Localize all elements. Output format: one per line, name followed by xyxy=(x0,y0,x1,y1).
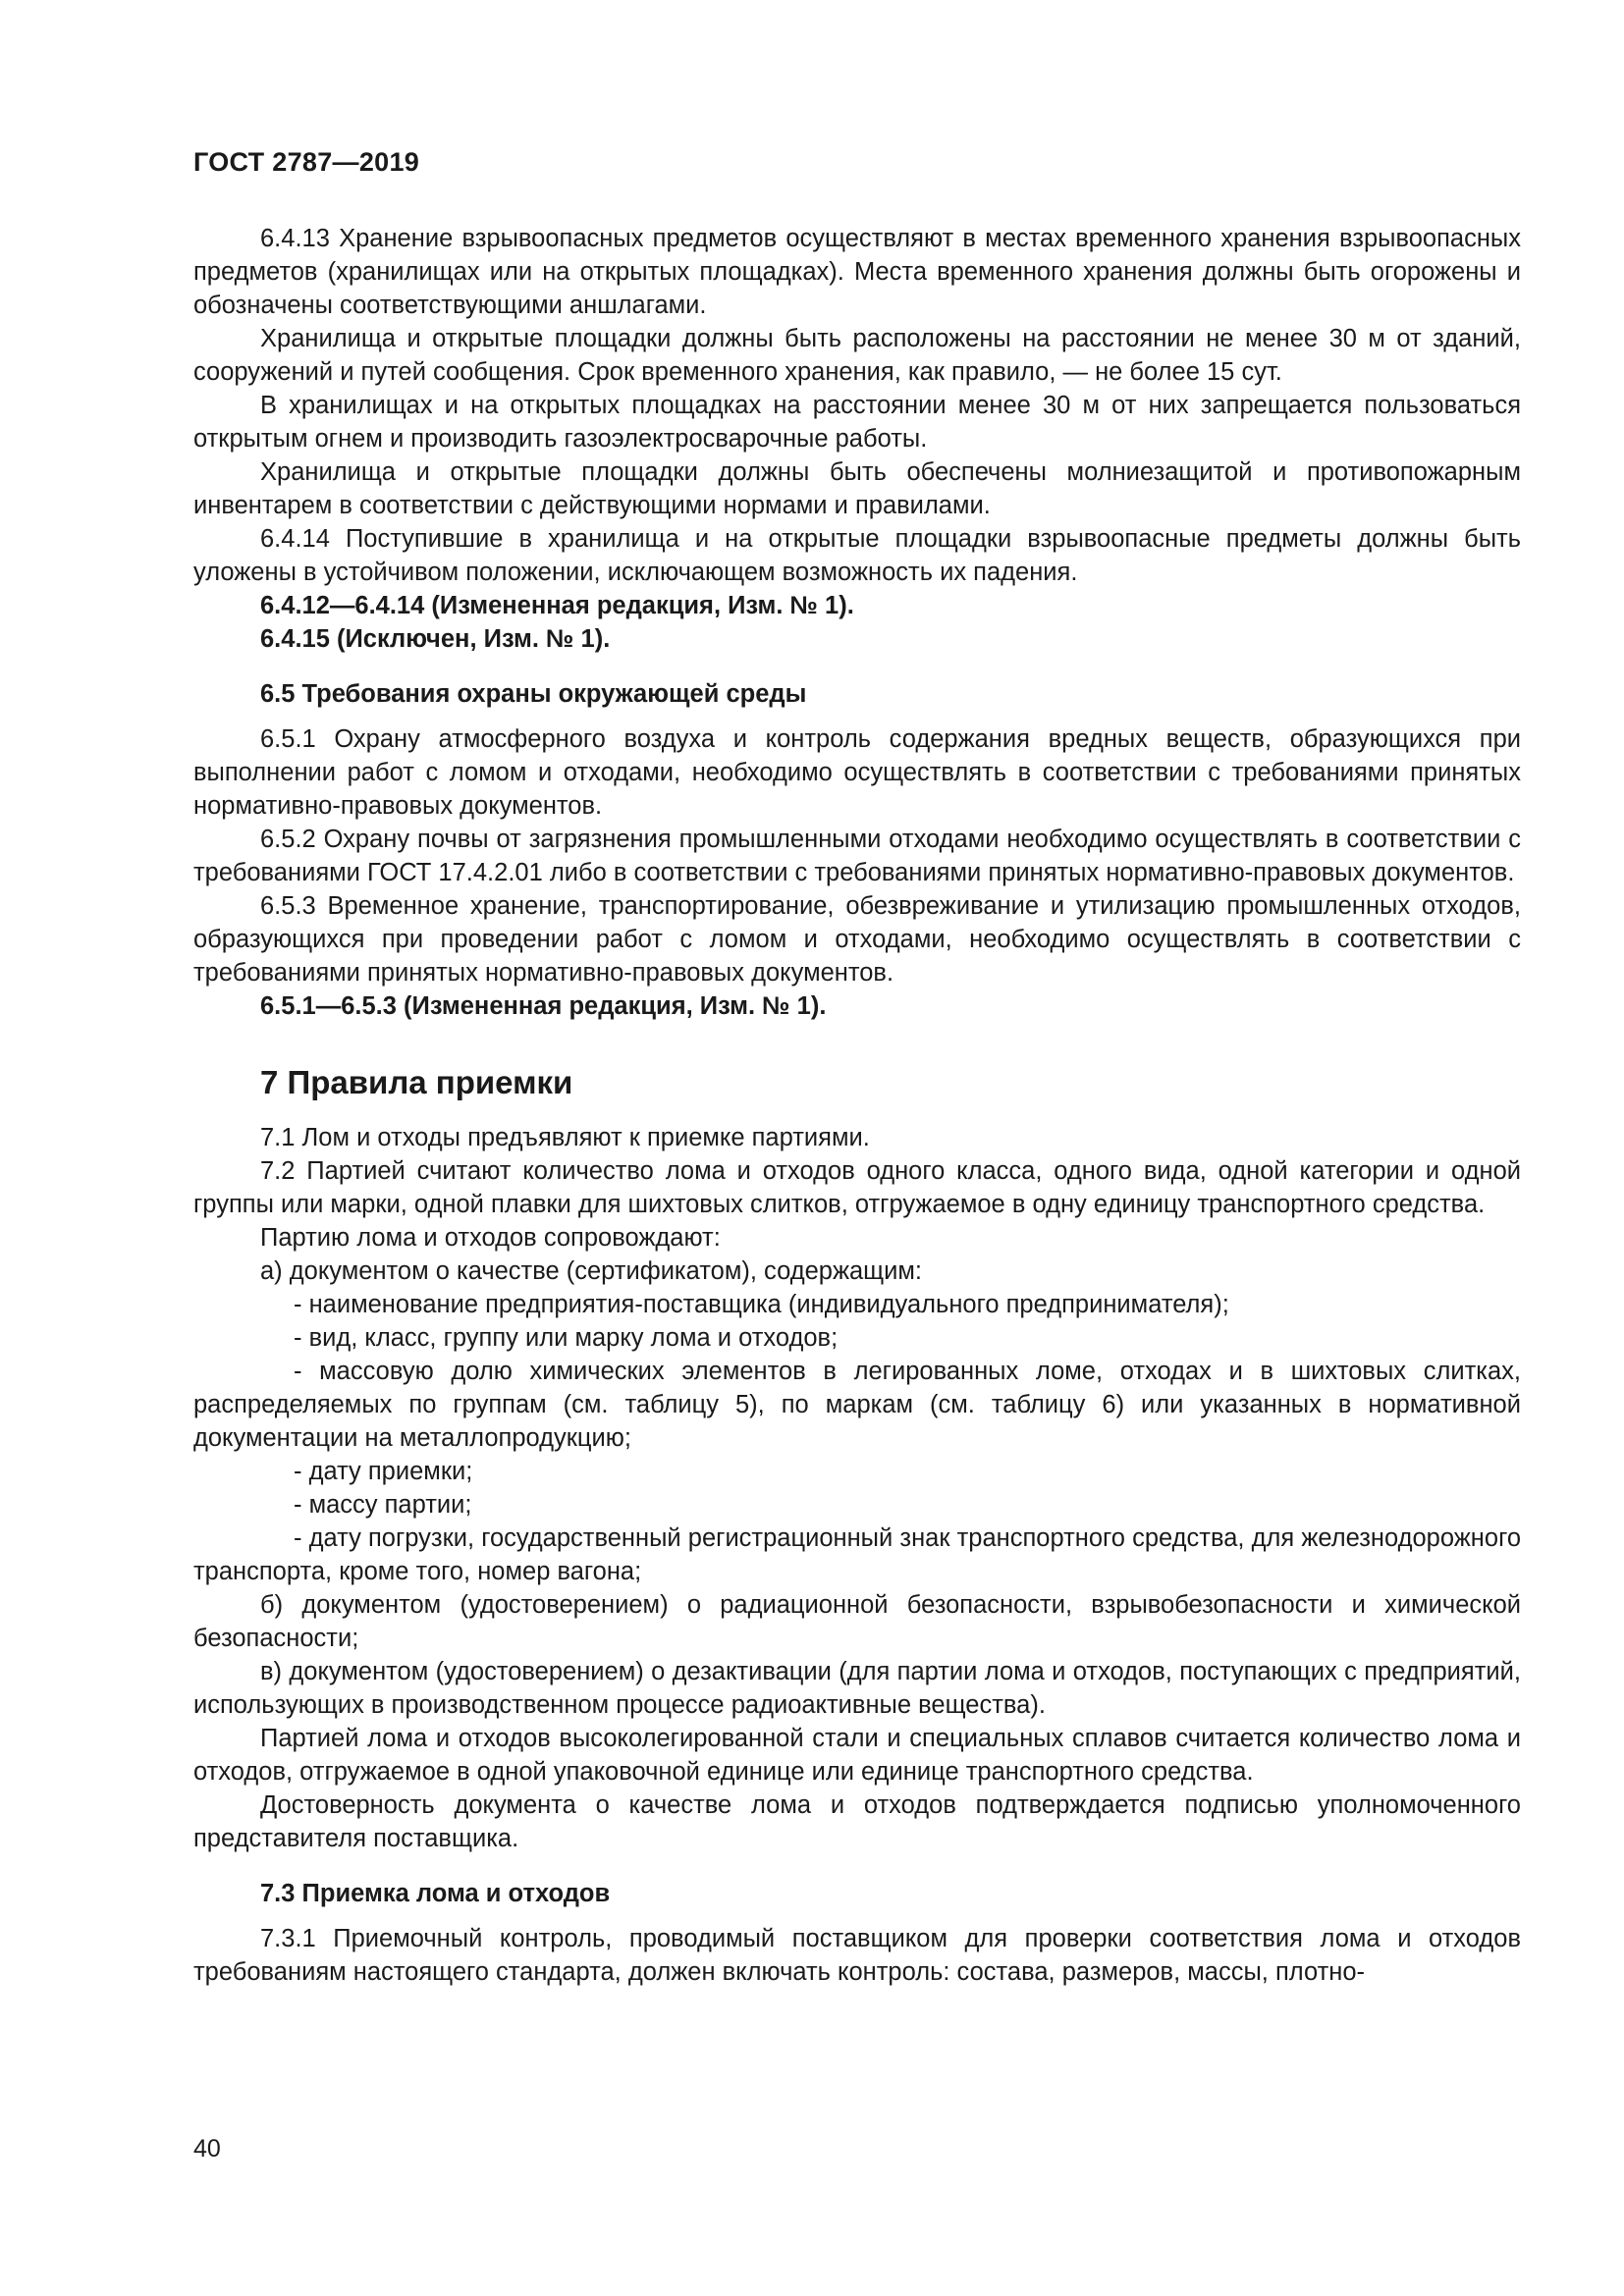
paragraph-6-5-1: 6.5.1 Охрану атмосферного воздуха и контроль содержания вредных веществ, образующихся при выполнении работ с ломом и отходами, необходимо осуществлять в соответствии с требованиями принятых нормативно-правовых документов. xyxy=(193,725,1521,820)
paragraph-7-2: 7.2 Партией считают количество лома и отходов одного класса, одного вида, одной категории и одной группы или марки, одной плавки для шихтовых слитков, отгружаемое в одну единицу транспортного средства. xyxy=(193,1157,1521,1218)
paragraph-7-3-1: 7.3.1 Приемочный контроль, проводимый поставщиком для проверки соответствия лома и отходов требованиям настоящего стандарта, должен включать контроль: состава, размеров, массы, плотно- xyxy=(193,1925,1521,1986)
dash-item-batch-mass: - массу партии; xyxy=(294,1491,472,1519)
paragraph-6-4-13: 6.4.13 Хранение взрывоопасных предметов осуществляют в местах временного хранения взрывоопасных предметов (хранилищах или на открытых площадках). Места временного хранения должны быть огорожены и обозначены соответствующими аншлагами. xyxy=(193,225,1521,319)
amendment-note-6-4-12: 6.4.12—6.4.14 (Измененная редакция, Изм. № 1). xyxy=(260,592,854,619)
paragraph-6-5-2: 6.5.2 Охрану почвы от загрязнения промышленными отходами необходимо осуществлять в соответствии с требованиями ГОСТ 17.4.2.01 либо в соответствии с требованиями принятых нормативно-правовых документов. xyxy=(193,826,1521,886)
dash-item-supplier: - наименование предприятия-поставщика (индивидуального предпринимателя); xyxy=(294,1291,1229,1318)
dash-item-loading-date: - дату погрузки, государственный регистрационный знак транспортного средства, для железнодорожного транспорта, кроме того, номер вагона; xyxy=(193,1524,1521,1585)
amendment-note-6-5: 6.5.1—6.5.3 (Измененная редакция, Изм. № 1). xyxy=(260,992,827,1020)
paragraph-storage-distance: Хранилища и открытые площадки должны быть расположены на расстоянии не менее 30 м от зданий, сооружений и путей сообщения. Срок временного хранения, как правило, — не более 15 сут. xyxy=(193,325,1521,386)
document-header: ГОСТ 2787—2019 xyxy=(193,147,420,177)
paragraph-lightning-protection: Хранилища и открытые площадки должны быть обеспечены молниезащитой и противопожарным инвентарем в соответствии с действующими нормами и правилами. xyxy=(193,458,1521,519)
paragraph-authenticity: Достоверность документа о качестве лома и отходов подтверждается подписью уполномоченного представителя поставщика. xyxy=(193,1791,1521,1852)
paragraph-6-4-14: 6.4.14 Поступившие в хранилища и на открытые площадки взрывоопасные предметы должны быть уложены в устойчивом положении, исключающем возможность их падения. xyxy=(193,525,1521,586)
document-body xyxy=(193,222,1521,1989)
document-page xyxy=(193,0,1521,2296)
list-item-b: б) документом (удостоверением) о радиационной безопасности, взрывобезопасности и химической безопасности; xyxy=(193,1591,1521,1652)
subsection-heading-6-5: 6.5 Требования охраны окружающей среды xyxy=(260,680,807,708)
paragraph-batch-docs: Партию лома и отходов сопровождают: xyxy=(260,1224,721,1252)
dash-item-acceptance-date: - дату приемки; xyxy=(294,1458,473,1485)
subsection-heading-7-3: 7.3 Приемка лома и отходов xyxy=(260,1880,611,1907)
list-item-v: в) документом (удостоверением) о дезактивации (для партии лома и отходов, поступающих с предприятий, использующих в производственном процессе радиоактивные вещества). xyxy=(193,1658,1521,1719)
paragraph-7-1: 7.1 Лом и отходы предъявляют к приемке партиями. xyxy=(260,1124,870,1151)
paragraph-high-alloy: Партией лома и отходов высоколегированной стали и специальных сплавов считается количество лома и отходов, отгружаемое в одной упаковочной единице или единице транспортного средства. xyxy=(193,1725,1521,1786)
dash-item-chemical: - массовую долю химических элементов в легированных ломе, отходах и в шихтовых слитках, распределяемых по группам (см. таблицу 5), по маркам (см. таблицу 6) или указанных в нормативной документации на металлопродукцию; xyxy=(193,1358,1521,1452)
amendment-note-6-4-15: 6.4.15 (Исключен, Изм. № 1). xyxy=(260,625,611,653)
list-item-a: а) документом о качестве (сертификатом), содержащим: xyxy=(260,1257,923,1285)
section-heading-7: 7 Правила приемки xyxy=(260,1064,573,1100)
page-number: 40 xyxy=(193,2135,221,2163)
paragraph-6-5-3: 6.5.3 Временное хранение, транспортирование, обезвреживание и утилизацию промышленных отходов, образующихся при проведении работ с ломом и отходами, необходимо осуществлять в соответствии с требованиями принятых нормативно-правовых документов. xyxy=(193,892,1521,987)
paragraph-fire-prohibition: В хранилищах и на открытых площадках на расстоянии менее 30 м от них запрещается пользоваться открытым огнем и производить газоэлектросварочные работы. xyxy=(193,392,1521,453)
dash-item-type-class: - вид, класс, группу или марку лома и отходов; xyxy=(294,1324,839,1352)
